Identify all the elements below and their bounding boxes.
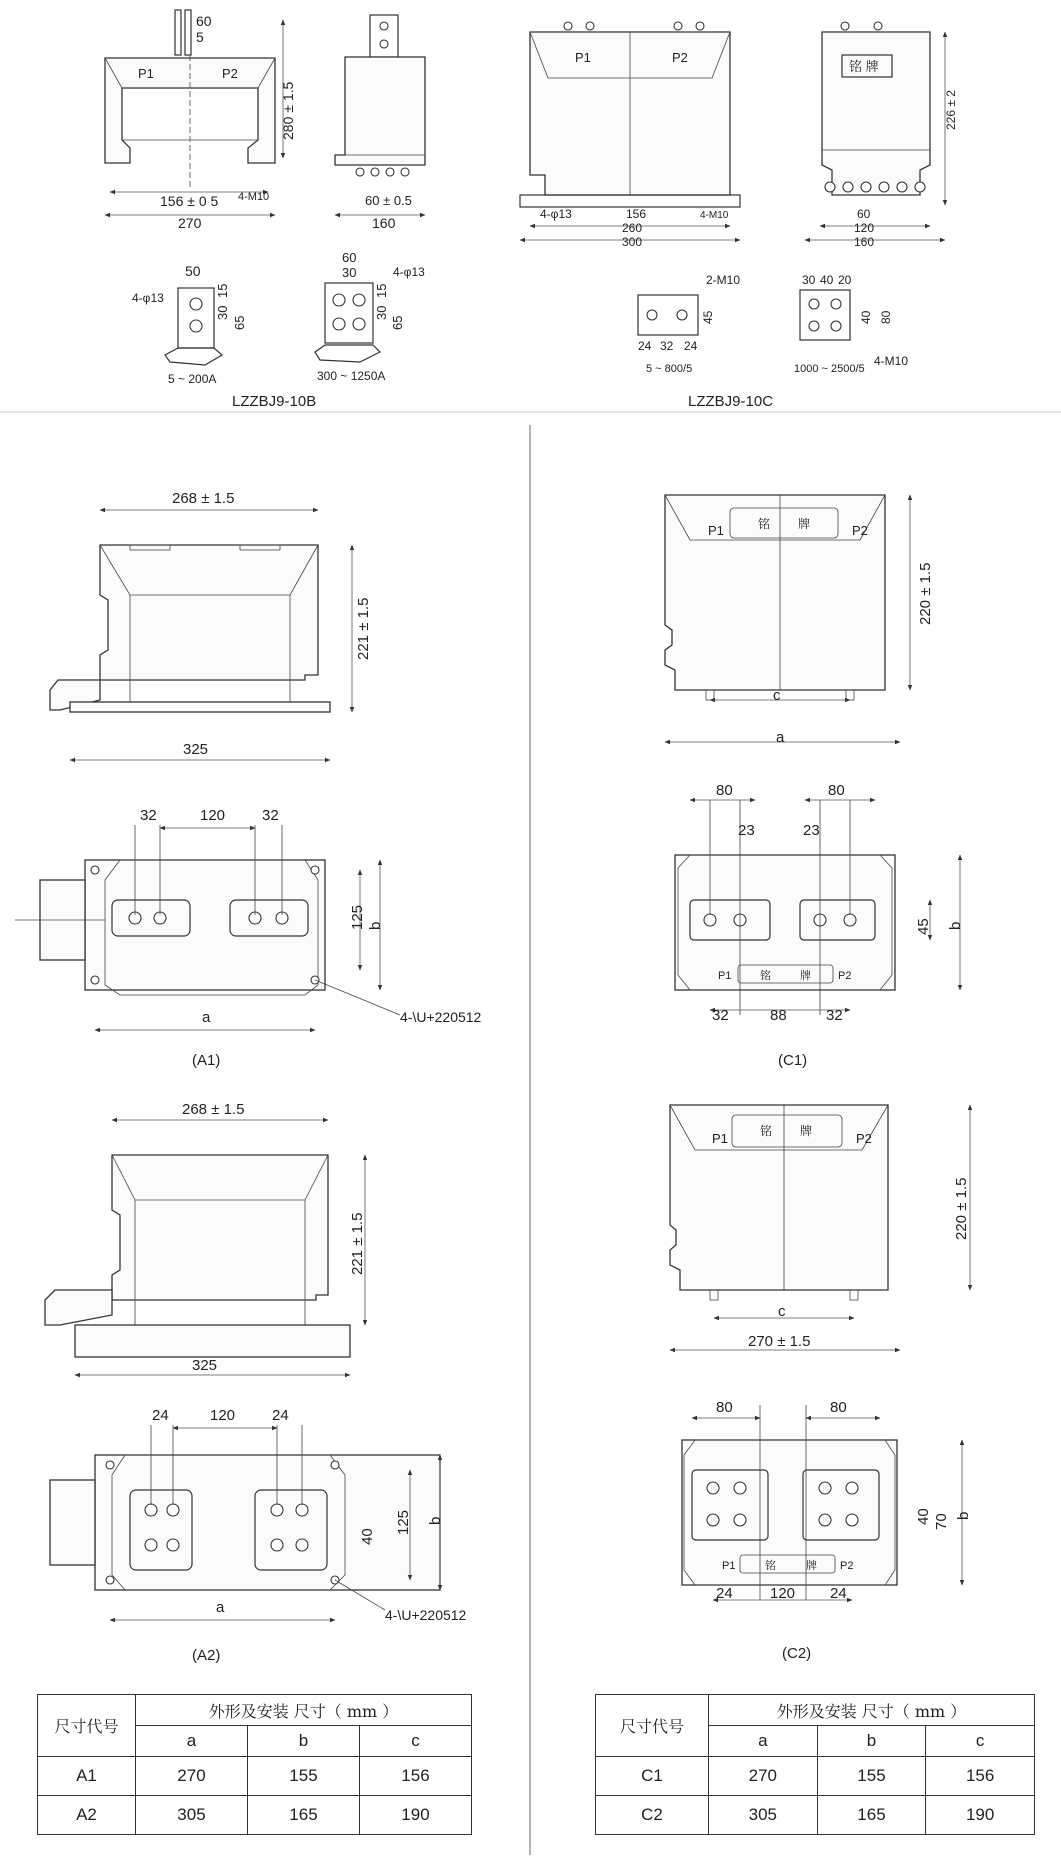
C2-dim-270: 270 ± 1.5: [748, 1333, 811, 1350]
c-t1-dim-24b: 24: [684, 339, 698, 353]
A2-caption: (A2): [192, 1647, 221, 1664]
t1-dim-30: 30: [215, 305, 230, 320]
c-t1-caption: 5 ~ 800/5: [646, 363, 693, 375]
c-t1-dim-45: 45: [701, 310, 715, 324]
table-cell: C2: [596, 1796, 709, 1835]
C2-p2: P2: [856, 1131, 872, 1146]
C2-nameplate-1: 铭: [760, 1124, 773, 1138]
table-left-col-c: c: [359, 1726, 471, 1757]
C1-nameplate-2: 牌: [798, 517, 811, 531]
A1-dim-a: a: [202, 1009, 211, 1026]
A1-dim-32a: 32: [140, 807, 157, 824]
C1-dim-23a: 23: [738, 822, 755, 839]
A1-top-view: [15, 807, 482, 1030]
dim-60b: 60 ± 0.5: [365, 193, 412, 208]
c-t2-m10: 4-M10: [874, 354, 909, 368]
table-cell: 305: [709, 1796, 818, 1835]
table-right-col-b: b: [817, 1726, 926, 1757]
C1-dim-220: 220 ± 1.5: [917, 562, 934, 625]
A2-dim-40: 40: [359, 1528, 376, 1545]
c-p1-label: P1: [575, 50, 591, 65]
c-m10-label: 4-M10: [700, 210, 729, 221]
table-cell: 156: [359, 1757, 471, 1796]
c-hole-label: 4-φ13: [540, 207, 572, 221]
C1-dim-32b: 32: [826, 1007, 843, 1024]
model-10c: LZZBJ9-10C: [688, 393, 774, 410]
dim-5: 5: [196, 29, 204, 45]
C2-front-view: [670, 1105, 970, 1350]
10b-terminal-detail-large: [315, 250, 425, 383]
table-cell: 165: [247, 1796, 359, 1835]
top-left-10b-group: [105, 10, 425, 410]
c-t2-dim-40: 40: [820, 273, 834, 287]
A2-dim-120: 120: [210, 1407, 236, 1424]
c-nameplate: 铭 牌: [849, 59, 879, 74]
dim-270: 270: [178, 215, 202, 231]
C2-nameplate-2: 牌: [800, 1124, 813, 1138]
table-cell: 155: [247, 1757, 359, 1796]
table-cell: 156: [926, 1757, 1035, 1796]
C2-dim-c: c: [778, 1303, 786, 1320]
table-row: [38, 1796, 472, 1835]
c-dim-300: 300: [622, 235, 643, 249]
t2-hole-label: 4-φ13: [393, 265, 425, 279]
A1-mount-note: 4-\U+220512: [400, 1009, 482, 1025]
dimension-table-left: [37, 1694, 472, 1835]
A2-top-view: [50, 1407, 467, 1623]
C2-drawing: [670, 1105, 972, 1662]
C1-p1b: P1: [718, 970, 732, 982]
C1-caption: (C1): [778, 1052, 808, 1069]
c-t2-caption: 1000 ~ 2500/5: [794, 363, 865, 375]
C1-dim-c: c: [773, 687, 781, 704]
dim-156: 156 ± 0 5: [160, 193, 219, 209]
table-right-col-c: c: [926, 1726, 1035, 1757]
c-dim-160: 160: [854, 235, 875, 249]
A1-dim-b: b: [367, 921, 384, 930]
A2-front-view: [45, 1101, 366, 1375]
A2-drawing: [45, 1101, 467, 1664]
C1-dim-b: b: [947, 921, 964, 930]
C2-dim-b: b: [955, 1511, 972, 1520]
C2-dim-120: 120: [770, 1585, 796, 1602]
C2-dim-70: 70: [933, 1513, 950, 1530]
table-cell: 270: [136, 1757, 248, 1796]
t2-dim-65: 65: [390, 315, 405, 330]
C2-nameplate-b2: 牌: [806, 1560, 817, 1572]
C2-dim-40: 40: [915, 1508, 932, 1525]
10c-terminal-detail-small: [638, 273, 740, 375]
table-cell: 190: [359, 1796, 471, 1835]
A1-dim-221: 221 ± 1.5: [355, 597, 372, 660]
10c-side-view: [805, 22, 958, 249]
c-t2-dim-20: 20: [838, 273, 852, 287]
A2-dim-221: 221 ± 1.5: [349, 1212, 366, 1275]
C1-p1: P1: [708, 523, 724, 538]
table-cell: C1: [596, 1757, 709, 1796]
C1-drawing: [665, 495, 964, 1069]
top-right-10c-group: [520, 22, 958, 410]
dimension-table-right: [595, 1694, 1035, 1835]
c-t1-m10: 2-M10: [706, 273, 741, 287]
A2-dim-325: 325: [192, 1357, 218, 1374]
A1-dim-325: 325: [183, 741, 209, 758]
c-t2-dim-80: 80: [879, 310, 893, 324]
table-cell: 305: [136, 1796, 248, 1835]
table-left-col-a: a: [136, 1726, 248, 1757]
10b-side-view: [335, 15, 425, 231]
C1-dim-88: 88: [770, 1007, 787, 1024]
C2-dim-80a: 80: [716, 1399, 733, 1416]
c-t1-dim-24a: 24: [638, 339, 652, 353]
c-t1-dim-32: 32: [660, 339, 674, 353]
dim-160: 160: [372, 215, 396, 231]
C2-p2b: P2: [840, 1560, 854, 1572]
A2-dim-24b: 24: [272, 1407, 289, 1424]
c-dim-156: 156: [626, 207, 647, 221]
C1-dim-80a: 80: [716, 782, 733, 799]
C1-dim-32a: 32: [712, 1007, 729, 1024]
C1-p2b: P2: [838, 970, 852, 982]
C2-dim-220: 220 ± 1.5: [953, 1177, 970, 1240]
C1-dim-45: 45: [915, 918, 932, 935]
10b-front-view: [105, 10, 296, 231]
A1-dim-268: 268 ± 1.5: [172, 490, 235, 507]
C1-top-view: [675, 782, 964, 1024]
C2-dim-24a: 24: [716, 1585, 733, 1602]
table-right-col-a: a: [709, 1726, 818, 1757]
C1-nameplate-b1: 铭: [760, 970, 771, 982]
table-left-code-header: 尺寸代号: [38, 1695, 136, 1757]
table-row: [38, 1757, 472, 1796]
dim-280: 280 ± 1.5: [280, 81, 296, 140]
c-dim-260: 260: [622, 221, 643, 235]
table-row: [596, 1796, 1035, 1835]
dim-60: 60: [196, 13, 212, 29]
A1-drawing: [15, 490, 482, 1069]
A1-front-view: [50, 490, 372, 760]
A2-dim-b: b: [427, 1516, 444, 1525]
C1-dim-23b: 23: [803, 822, 820, 839]
p1-label: P1: [138, 66, 154, 81]
c-t2-dim-40b: 40: [859, 310, 873, 324]
C2-p1b: P1: [722, 1560, 736, 1572]
C1-nameplate-b2: 牌: [800, 970, 811, 982]
A1-dim-120: 120: [200, 807, 226, 824]
A1-caption: (A1): [192, 1052, 221, 1069]
t2-dim-30: 30: [342, 265, 357, 280]
C1-p2: P2: [852, 523, 868, 538]
10c-terminal-detail-large: [794, 273, 908, 375]
p2-label: P2: [222, 66, 238, 81]
t2-dim-30b: 30: [374, 305, 389, 320]
model-10b: LZZBJ9-10B: [232, 393, 317, 410]
table-cell: 155: [817, 1757, 926, 1796]
C2-dim-24b: 24: [830, 1585, 847, 1602]
t1-hole-label: 4-φ13: [132, 291, 164, 305]
table-right-dims-header: 外形及安装 尺寸（ mm ）: [709, 1695, 1035, 1726]
C2-dim-80b: 80: [830, 1399, 847, 1416]
t1-caption: 5 ~ 200A: [168, 372, 217, 386]
A2-dim-125: 125: [395, 1509, 412, 1535]
A2-dim-24a: 24: [152, 1407, 169, 1424]
t1-dim-50: 50: [185, 263, 201, 279]
A2-dim-a: a: [216, 1599, 225, 1616]
table-cell: 270: [709, 1757, 818, 1796]
A2-mount-note: 4-\U+220512: [385, 1607, 467, 1623]
c-p2-label: P2: [672, 50, 688, 65]
10b-terminal-detail-small: [132, 263, 247, 386]
C2-top-view: [682, 1399, 972, 1602]
c-dim-120: 120: [854, 221, 875, 235]
10c-front-view: [520, 22, 740, 249]
t2-caption: 300 ~ 1250A: [317, 369, 386, 383]
C1-front-view: [665, 495, 934, 746]
C1-dim-80b: 80: [828, 782, 845, 799]
table-row: [596, 1757, 1035, 1796]
table-right-code-header: 尺寸代号: [596, 1695, 709, 1757]
table-cell: 190: [926, 1796, 1035, 1835]
A1-dim-32b: 32: [262, 807, 279, 824]
table-left-dims-header: 外形及安装 尺寸（ mm ）: [136, 1695, 472, 1726]
m10-label: 4-M10: [238, 191, 270, 203]
C1-nameplate-1: 铭: [758, 517, 771, 531]
c-dim-60: 60: [857, 207, 871, 221]
C2-caption: (C2): [782, 1645, 812, 1662]
C2-nameplate-b1: 铭: [765, 1560, 776, 1572]
c-dim-226: 226 ± 2: [944, 90, 958, 130]
A1-dim-125: 125: [349, 904, 366, 930]
t2-dim-60: 60: [342, 250, 357, 265]
A2-dim-268: 268 ± 1.5: [182, 1101, 245, 1118]
table-cell: 165: [817, 1796, 926, 1835]
table-cell: A2: [38, 1796, 136, 1835]
t2-dim-15: 15: [374, 283, 389, 298]
C1-dim-a: a: [776, 729, 785, 746]
table-cell: A1: [38, 1757, 136, 1796]
table-left-col-b: b: [247, 1726, 359, 1757]
t1-dim-15: 15: [215, 283, 230, 298]
t1-dim-65: 65: [232, 315, 247, 330]
c-t2-dim-30: 30: [802, 273, 816, 287]
C2-p1: P1: [712, 1131, 728, 1146]
